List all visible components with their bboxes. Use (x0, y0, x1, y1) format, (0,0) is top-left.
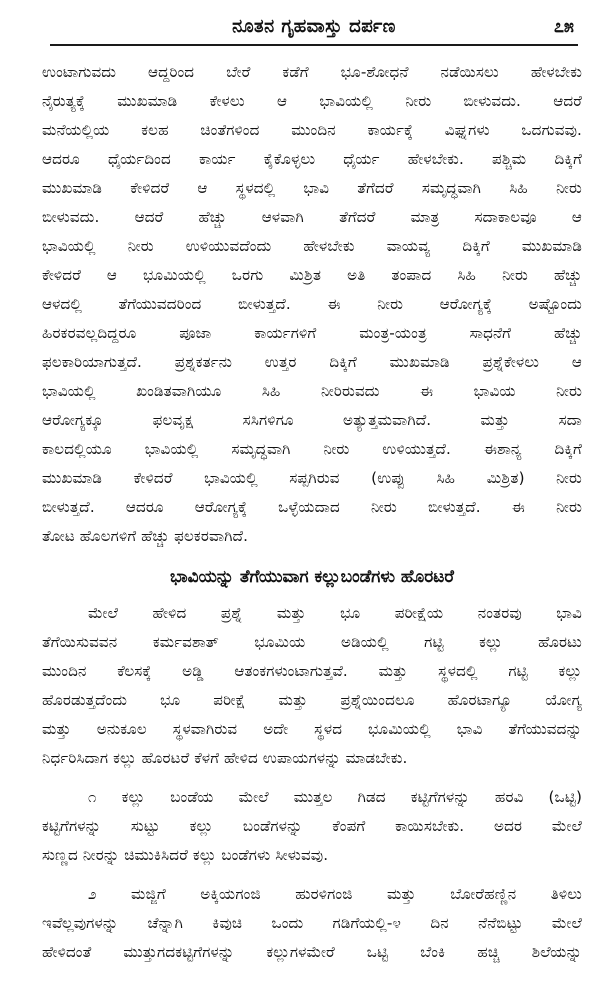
text-line: ಹಿರಕರವಲ್ಲದಿದ್ದರೂ ಪೂಜಾ ಕಾರ್ಯಗಳಿಗೆ ಮಂತ್ರ-ಯಂತ್ರ ಸಾಧನೆಗೆ ಹೆಚ್ಚು (42, 324, 582, 342)
text-line: ಹೇಳಿದಂತೆ ಮುತ್ತುಗದಕಟ್ಟಿಗೆಗಳನ್ನು ಕಲ್ಲುಗಳಮೇರೆ ಒಟ್ಟಿ ಬೆಂಕಿ ಹಚ್ಚಿ ಶಿಲೆಯನ್ನು (42, 943, 582, 961)
text-line: ತೆಗೆಯಿಸುವವನ ಕರ್ಮವಶಾತ್ ಭೂಮಿಯ ಅಡಿಯಲ್ಲಿ ಗಟ್ಟಿ ಕಲ್ಲು ಹೊರಟು (42, 633, 582, 651)
text-line: ಕಾಲದಲ್ಲಿಯೂ ಭಾವಿಯಲ್ಲಿ ಸಮೃದ್ಧವಾಗಿ ನೀರು ಉಳಿಯುತ್ತದೆ. ಈಶಾನ್ಯ ದಿಕ್ಕಿಗೆ (42, 440, 582, 458)
text-line: ಕೇಳಿದರೆ ಆ ಭೂಮಿಯಲ್ಲಿ ಒರಗು ಮಿಶ್ರಿತ ಅತಿ ತಂಪಾದ ಸಿಹಿ ನೀರು ಹೆಚ್ಚು (42, 266, 582, 284)
text-line: ಬೀಳುತ್ತದೆ. ಆದರೂ ಆರೋಗ್ಯಕ್ಕೆ ಒಳ್ಳೆಯದಾದ ನೀರು ಬೀಳುತ್ತದೆ. ಈ ನೀರು (42, 498, 582, 516)
section-heading: ಭಾವಿಯನ್ನು ತೆಗೆಯುವಾಗ ಕಲ್ಲುಬಂಡೆಗಳು ಹೊರಟರೆ (170, 567, 454, 587)
text-line: ಉಂಟಾಗುವದು ಆದ್ದರಿಂದ ಬೇರೆ ಕಡೆಗೆ ಭೂ-ಶೋಧನೆ ನಡೆಯಿಸಲು ಹೇಳಬೇಕು (42, 63, 582, 81)
text-line: ಕಟ್ಟಿಗೆಗಳನ್ನು ಸುಟ್ಟು ಕಲ್ಲು ಬಂಡೆಗಳನ್ನು ಕೆಂಪಗೆ ಕಾಯಿಸಬೇಕು. ಅದರ ಮೇಲೆ (42, 817, 582, 835)
text-line: ಮತ್ತು ಅನುಕೂಲ ಸ್ಥಳವಾಗಿರುವ ಅದೇ ಸ್ಥಳದ ಭೂಮಿಯಲ್ಲಿ ಭಾವಿ ತೆಗೆಯುವದನ್ನು (42, 720, 582, 738)
paragraph-2 (42, 599, 582, 773)
text-line: ಫಲಕಾರಿಯಾಗುತ್ತದೆ. ಪ್ರಶ್ನಕರ್ತನು ಉತ್ತರ ದಿಕ್ಕಿಗೆ ಮುಖಮಾಡಿ ಪ್ರಶ್ನೆಕೇಳಲು ಆ (42, 353, 582, 371)
text-line: ಮನೆಯಲ್ಲಿಯ ಕಲಹ ಚಿಂತೆಗಳಿಂದ ಮುಂದಿನ ಕಾರ್ಯಕ್ಕೆ ವಿಘ್ನಗಳು ಒದಗುವವು. (42, 121, 582, 139)
text-line: ಆದರೂ ಧೈರ್ಯದಿಂದ ಕಾರ್ಯ ಕೈಕೊಳ್ಳಲು ಧೈರ್ಯ ಹೇಳಬೇಕು. ಪಶ್ಚಿಮ ದಿಕ್ಕಿಗೆ (42, 150, 582, 168)
text-line: ತೋಟ ಹೊಲಗಳಿಗೆ ಹೆಚ್ಚು ಫಲಕರವಾಗಿದೆ. (42, 527, 249, 545)
paragraph-1 (42, 58, 582, 551)
text-line: ಹೊರಡುತ್ತದೆಂದು ಭೂ ಪರೀಕ್ಷೆ ಮತ್ತು ಪ್ರಶ್ನೆಯಿಂದಲೂ ಹೊರಟಾಗ್ಯೂ ಯೋಗ್ಯ (42, 691, 582, 709)
text-line: ಬೀಳುವದು. ಆದರೆ ಹೆಚ್ಚು ಆಳವಾಗಿ ತೆಗೆದರೆ ಮಾತ್ರ ಸದಾಕಾಲವೂ ಆ (42, 208, 582, 226)
running-title: ನೂತನ ಗೃಹವಾಸ್ತು ದರ್ಪಣ (232, 16, 396, 37)
paragraph-3 (42, 783, 582, 870)
text-line: ನೈರುತ್ಯಕ್ಕೆ ಮುಖಮಾಡಿ ಕೇಳಲು ಆ ಭಾವಿಯಲ್ಲಿ ನೀರು ಬೀಳುವದು. ಆದರೆ (42, 92, 582, 110)
text-line: ೨ ಮಜ್ಜಿಗೆ ಅಕ್ಕಿಯಗಂಜಿ ಹುರಳಿಗಂಜಿ ಮತ್ತು ಬೋರೆಹಣ್ಣಿನ ತಿಳಿಲು (88, 885, 582, 903)
paragraph-gap (42, 870, 582, 880)
text-line: ೧ ಕಲ್ಲು ಬಂಡೆಯ ಮೇಲೆ ಮುತ್ತಲ ಗಿಡದ ಕಟ್ಟಿಗೆಗಳನ್ನು ಹರವಿ (ಒಟ್ಟಿ) (88, 788, 582, 806)
text-line: ನಿರ್ಧರಿಸಿದಾಗ ಕಲ್ಲು ಹೊರಟರೆ ಕೆಳಗೆ ಹೇಳಿದ ಉಪಾಯಗಳನ್ನು ಮಾಡಬೇಕು. (42, 749, 408, 767)
text-line: ಇವೆಲ್ಲವುಗಳನ್ನು ಚೆನ್ನಾಗಿ ಕಿವುಚಿ ಒಂದು ಗಡಿಗೆಯಲ್ಲಿ-೪ ದಿನ ನೆನೆಬಿಟ್ಟು ಮೇಲೆ (42, 914, 582, 932)
running-head (50, 10, 578, 46)
text-line: ಆಳದಲ್ಲಿ ತೆಗೆಯುವದರಿಂದ ಬೀಳುತ್ತದೆ. ಈ ನೀರು ಆರೋಗ್ಯಕ್ಕೆ ಅಷ್ಟೊಂದು (42, 295, 582, 313)
body-text (42, 58, 582, 967)
page-number: ೭೫ (553, 16, 574, 37)
text-line: ಭಾವಿಯಲ್ಲಿ ನೀರು ಉಳಿಯುವದೆಂದು ಹೇಳಬೇಕು ವಾಯವ್ಯ ದಿಕ್ಕಿಗೆ ಮುಖಮಾಡಿ (42, 237, 582, 255)
text-line: ಭಾವಿಯಲ್ಲಿ ಖಂಡಿತವಾಗಿಯೂ ಸಿಹಿ ನೀರಿರುವದು ಈ ಭಾವಿಯ ನೀರು (42, 382, 582, 400)
text-line: ಮೇಲೆ ಹೇಳಿದ ಪ್ರಶ್ನೆ ಮತ್ತು ಭೂ ಪರೀಕ್ಷೆಯ ನಂತರವು ಭಾವಿ (88, 604, 582, 622)
text-line: ಮುಖಮಾಡಿ ಕೇಳಿದರೆ ಆ ಸ್ಥಳದಲ್ಲಿ ಭಾವಿ ತೆಗೆದರೆ ಸಮೃದ್ಧವಾಗಿ ಸಿಹಿ ನೀರು (42, 179, 582, 197)
paragraph-gap (42, 773, 582, 783)
text-line: ಸುಣ್ಣದ ನೀರನ್ನು ಚಿಮುಕಿಸಿದರೆ ಕಲ್ಲು ಬಂಡೆಗಳು ಸೀಳುವವು. (42, 846, 329, 864)
text-line: ಮುಖಮಾಡಿ ಕೇಳಿದರೆ ಭಾವಿಯಲ್ಲಿ ಸಪ್ಪಗಿರುವ (ಉಪ್ಪು ಸಿಹಿ ಮಿಶ್ರಿತ) ನೀರು (42, 469, 582, 487)
text-line: ಆರೋಗ್ಯಕ್ಕೂ ಫಲವೃಕ್ಷ ಸಸಿಗಳಿಗೂ ಅತ್ಯುತ್ತಮವಾಗಿದೆ. ಮತ್ತು ಸದಾ (42, 411, 582, 429)
paragraph-4 (42, 880, 582, 967)
text-line: ಮುಂದಿನ ಕೆಲಸಕ್ಕೆ ಅಡ್ಡಿ ಆತಂಕಗಳುಂಟಾಗುತ್ತವೆ. ಮತ್ತು ಸ್ಥಳದಲ್ಲಿ ಗಟ್ಟಿ ಕಲ್ಲು (42, 662, 582, 680)
